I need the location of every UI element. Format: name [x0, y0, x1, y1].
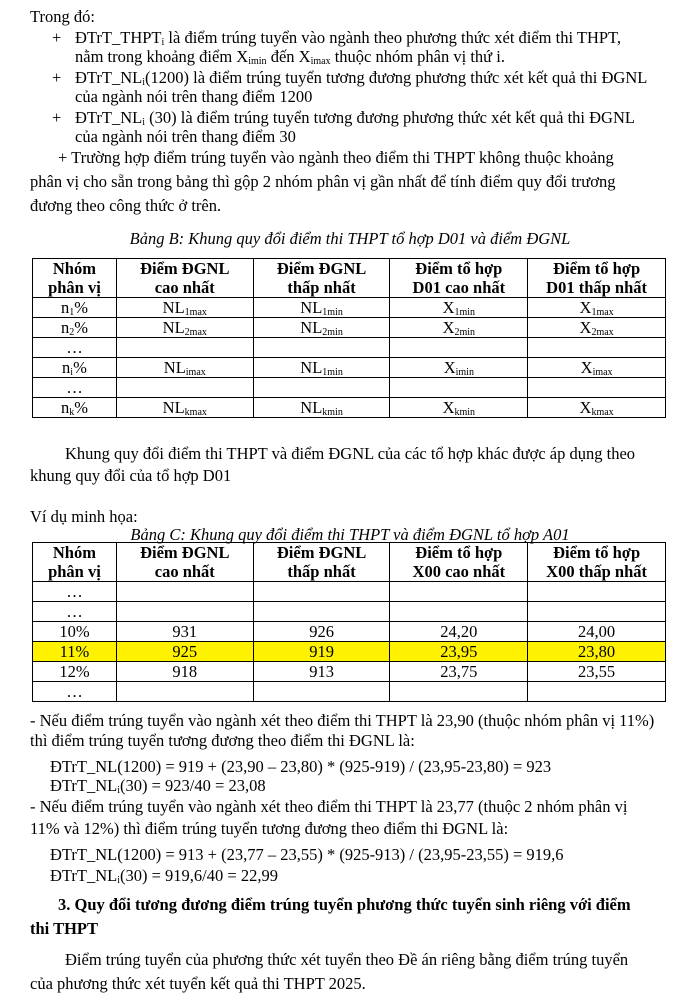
cell-main: …: [66, 378, 83, 397]
bullet-2-line-2: của ngành nói trên thang điểm 1200: [75, 87, 313, 106]
table-cell: [390, 602, 528, 622]
table-b: [32, 258, 666, 418]
table-cell: [390, 378, 528, 398]
table-cell: [528, 398, 666, 418]
header-line-2: phân vị: [48, 278, 101, 297]
header-line-1: Nhóm: [52, 543, 96, 562]
table-cell: [253, 298, 390, 318]
table-b-header-cell: [253, 259, 390, 298]
table-cell: [253, 682, 390, 702]
note-line-1: + Trường hợp điểm trúng tuyển vào ngành theo điểm thi THPT không thuộc khoảng: [58, 148, 614, 167]
table-cell: 23,80: [528, 642, 666, 662]
table-cell: [390, 582, 528, 602]
table-cell: [253, 338, 390, 358]
table-b-header-cell: [528, 259, 666, 298]
table-cell: 11%: [33, 642, 117, 662]
cell-suffix: %: [73, 358, 87, 377]
table-c-caption: Bảng C: Khung quy đổi điểm thi THPT và điểm ĐGNL tổ hợp A01: [130, 525, 570, 544]
note-line-2: phân vị cho sẵn trong bảng thì gộp 2 nhóm phân vị gần nhất để tính điểm quy đổi trương: [30, 172, 616, 191]
header-line-2: D01 thấp nhất: [546, 278, 648, 297]
cell-sub: 2: [69, 327, 75, 338]
header-line-1: Nhóm: [52, 259, 96, 278]
bullet-mark: +: [52, 108, 62, 127]
table-cell: 23,75: [390, 662, 528, 682]
table-row: [33, 358, 666, 378]
header-line-1: Điểm ĐGNL: [140, 543, 230, 562]
cell-main: X: [580, 358, 593, 377]
table-row: [33, 622, 666, 642]
header-line-1: Điểm tổ hợp: [415, 259, 503, 278]
table-row: [33, 398, 666, 418]
cell-main: NL: [300, 358, 323, 377]
cell-sub: 1max: [591, 307, 614, 318]
header-line-1: Điểm tổ hợp: [415, 543, 503, 562]
table-cell: [33, 318, 117, 338]
table-cell: [116, 298, 253, 318]
para-other-line-2: khung quy đổi của tổ hợp D01: [30, 466, 232, 485]
cell-main: …: [66, 338, 83, 357]
section-3-heading-line-1: 3. Quy đổi tương đương điểm trúng tuyển phương thức tuyển sinh riêng với điểm: [58, 895, 631, 914]
table-cell: 12%: [33, 662, 117, 682]
cell-main: NL: [162, 298, 185, 317]
table-cell: [116, 682, 253, 702]
table-cell: [116, 338, 253, 358]
highlighted-table-row: [33, 642, 666, 662]
cell-main: NL: [300, 298, 323, 317]
table-cell: 931: [116, 622, 253, 642]
header-line-1: Điểm ĐGNL: [140, 259, 230, 278]
header-line-2: X00 cao nhất: [412, 562, 506, 581]
table-cell: [528, 358, 666, 378]
cell-sub: imax: [592, 367, 613, 378]
note-line-3: đương theo công thức ở trên.: [30, 196, 222, 215]
table-cell: …: [33, 682, 117, 702]
cell-sub: k: [69, 407, 75, 418]
bullet-2-line-1: $ĐTrT\_NL_i(1200)$ là điểm trúng tuyển tương đương phương thức xét kết quả thi ĐGNL: [75, 68, 648, 88]
example-label: Ví dụ minh họa:: [30, 507, 138, 526]
header-line-2: cao nhất: [154, 562, 215, 581]
section-3-para-line-2: của phương thức xét tuyển kết quả thi THPT 2025.: [30, 974, 366, 993]
example-2-formula-2: $ĐTrT\_NL_i(30) = 919,6/40 = 22,99$: [50, 866, 278, 886]
table-b-header-cell: [116, 259, 253, 298]
table-cell: …: [33, 582, 117, 602]
cell-main: n: [62, 358, 71, 377]
table-b-header-row: [33, 259, 666, 298]
table-cell: …: [33, 602, 117, 622]
table-cell: [390, 358, 528, 378]
cell-main: n: [60, 318, 70, 337]
table-cell: [390, 318, 528, 338]
table-cell: 918: [116, 662, 253, 682]
table-cell: 24,20: [390, 622, 528, 642]
table-cell: [390, 682, 528, 702]
table-cell: [116, 378, 253, 398]
intro-heading: Trong đó:: [30, 7, 95, 26]
table-cell: [528, 682, 666, 702]
table-cell: [116, 358, 253, 378]
table-cell: [528, 582, 666, 602]
table-cell: [253, 398, 390, 418]
table-row: [33, 318, 666, 338]
example-2-formula-1: ĐTrT_NL(1200) = 913 + (23,77 – 23,55) * (925-913) / (23,95-23,55) = 919,6: [50, 845, 564, 864]
cell-sub: imax: [185, 367, 206, 378]
table-cell: [390, 298, 528, 318]
cell-main: X: [579, 298, 592, 317]
cell-sub: 2max: [591, 327, 614, 338]
cell-main: X: [579, 398, 592, 417]
table-b-header-cell: [33, 259, 117, 298]
table-row: [33, 378, 666, 398]
table-row: [33, 298, 666, 318]
cell-sub: 1min: [322, 367, 343, 378]
table-cell: 913: [253, 662, 390, 682]
cell-main: X: [442, 298, 455, 317]
table-cell: 919: [253, 642, 390, 662]
header-line-1: Điểm tổ hợp: [553, 543, 641, 562]
section-3-para-line-1: Điểm trúng tuyển của phương thức xét tuyển theo Đề án riêng bằng điểm trúng tuyển: [65, 950, 629, 969]
cell-sub: 2min: [322, 327, 343, 338]
cell-sub: kmin: [322, 407, 343, 418]
table-cell: [33, 358, 117, 378]
cell-suffix: %: [74, 398, 88, 417]
cell-main: NL: [162, 398, 185, 417]
table-cell: [390, 398, 528, 418]
cell-sub: kmin: [454, 407, 476, 418]
cell-sub: 1: [69, 307, 75, 318]
table-cell: 925: [116, 642, 253, 662]
bullet-mark: +: [52, 28, 62, 47]
cell-main: n: [60, 298, 70, 317]
cell-sub: 2min: [454, 327, 476, 338]
cell-sub: 1min: [322, 307, 343, 318]
table-cell: [528, 338, 666, 358]
table-cell: [253, 602, 390, 622]
table-c-header-cell: [33, 543, 117, 582]
table-cell: [33, 378, 117, 398]
cell-sub: imin: [455, 367, 474, 378]
header-line-2: thấp nhất: [287, 278, 356, 297]
table-row: [33, 582, 666, 602]
table-cell: [528, 318, 666, 338]
cell-main: n: [60, 398, 70, 417]
header-line-2: X00 thấp nhất: [546, 562, 648, 581]
table-cell: 23,95: [390, 642, 528, 662]
table-cell: 23,55: [528, 662, 666, 682]
table-b-caption: Bảng B: Khung quy đổi điểm thi THPT tổ hợp D01 và điểm ĐGNL: [129, 229, 571, 248]
cell-main: NL: [162, 318, 185, 337]
table-c-header-cell: [528, 543, 666, 582]
cell-sub: 1max: [184, 307, 207, 318]
table-cell: 10%: [33, 622, 117, 642]
example-1-formula-1: ĐTrT_NL(1200) = 919 + (23,90 – 23,80) * (925-919) / (23,95-23,80) = 923: [50, 757, 552, 776]
header-line-2: cao nhất: [154, 278, 215, 297]
header-line-1: Điểm ĐGNL: [276, 259, 367, 278]
cell-sub: 2max: [184, 327, 207, 338]
table-cell: [253, 582, 390, 602]
cell-main: X: [442, 318, 455, 337]
cell-main: NL: [163, 358, 186, 377]
table-row: [33, 682, 666, 702]
table-cell: 926: [253, 622, 390, 642]
header-line-2: thấp nhất: [287, 562, 356, 581]
table-b-header-cell: [390, 259, 528, 298]
table-cell: [116, 582, 253, 602]
cell-sub: kmax: [591, 407, 614, 418]
cell-main: NL: [300, 318, 323, 337]
header-line-1: Điểm ĐGNL: [276, 543, 367, 562]
cell-main: X: [442, 398, 455, 417]
example-2-line-1: - Nếu điểm trúng tuyển vào ngành xét theo điểm thi THPT là 23,77 (thuộc 2 nhóm phân vị: [30, 797, 628, 816]
cell-sub: i: [70, 367, 74, 378]
header-line-2: phân vị: [48, 562, 101, 581]
table-cell: [116, 398, 253, 418]
example-1-line-2: thì điểm trúng tuyển tương đương theo điểm thi ĐGNL là:: [30, 731, 415, 750]
table-cell: [528, 602, 666, 622]
table-cell: [528, 298, 666, 318]
cell-main: NL: [300, 398, 323, 417]
table-cell: [116, 602, 253, 622]
cell-sub: 1min: [454, 307, 476, 318]
table-cell: [528, 378, 666, 398]
table-cell: [253, 318, 390, 338]
example-1-formula-2: $ĐTrT\_NL_i(30) = 923/40 = 23,08$: [50, 776, 266, 796]
table-cell: [33, 338, 117, 358]
cell-main: X: [443, 358, 456, 377]
table-cell: [116, 318, 253, 338]
cell-suffix: %: [74, 298, 88, 317]
table-cell: [33, 298, 117, 318]
table-c-header-row: [33, 543, 666, 582]
para-other-line-1: Khung quy đổi điểm thi THPT và điểm ĐGNL của các tổ hợp khác được áp dụng theo: [65, 444, 636, 463]
table-row: [33, 662, 666, 682]
table-c-header-cell: [116, 543, 253, 582]
example-2-line-2: 11% và 12%) thì điểm trúng tuyển tương đương theo điểm thi ĐGNL là:: [30, 819, 509, 838]
cell-sub: kmax: [184, 407, 207, 418]
table-c-header-cell: [253, 543, 390, 582]
bullet-1-line-2: nằm trong khoảng điểm $X_{imin}$ đến $X_{imax}$ thuộc nhóm phân vị thứ i.: [75, 47, 505, 67]
cell-main: X: [579, 318, 592, 337]
table-cell: [253, 378, 390, 398]
cell-suffix: %: [74, 318, 88, 337]
table-cell: [253, 358, 390, 378]
bullet-3-line-2: của ngành nói trên thang điểm 30: [75, 127, 296, 146]
bullet-mark: +: [52, 68, 62, 87]
table-c: [32, 542, 666, 702]
table-cell: 24,00: [528, 622, 666, 642]
bullet-3-line-1: $ĐTrT\_NL_i$ (30) là điểm trúng tuyển tương đương phương thức xét kết quả thi ĐGNL: [75, 108, 635, 128]
example-1-line-1: - Nếu điểm trúng tuyển vào ngành xét theo điểm thi THPT là 23,90 (thuộc nhóm phân vị 11%): [30, 711, 655, 730]
section-3-heading-line-2: thi THPT: [30, 919, 99, 938]
header-line-2: D01 cao nhất: [412, 278, 506, 297]
table-cell: [33, 398, 117, 418]
bullet-1-line-1: $ĐTrT\_THPT_i$ là điểm trúng tuyển vào ngành theo phương thức xét điểm thi THPT,: [75, 28, 622, 48]
table-row: [33, 338, 666, 358]
table-cell: [390, 338, 528, 358]
table-row: [33, 602, 666, 622]
header-line-1: Điểm tổ hợp: [553, 259, 641, 278]
table-c-header-cell: [390, 543, 528, 582]
